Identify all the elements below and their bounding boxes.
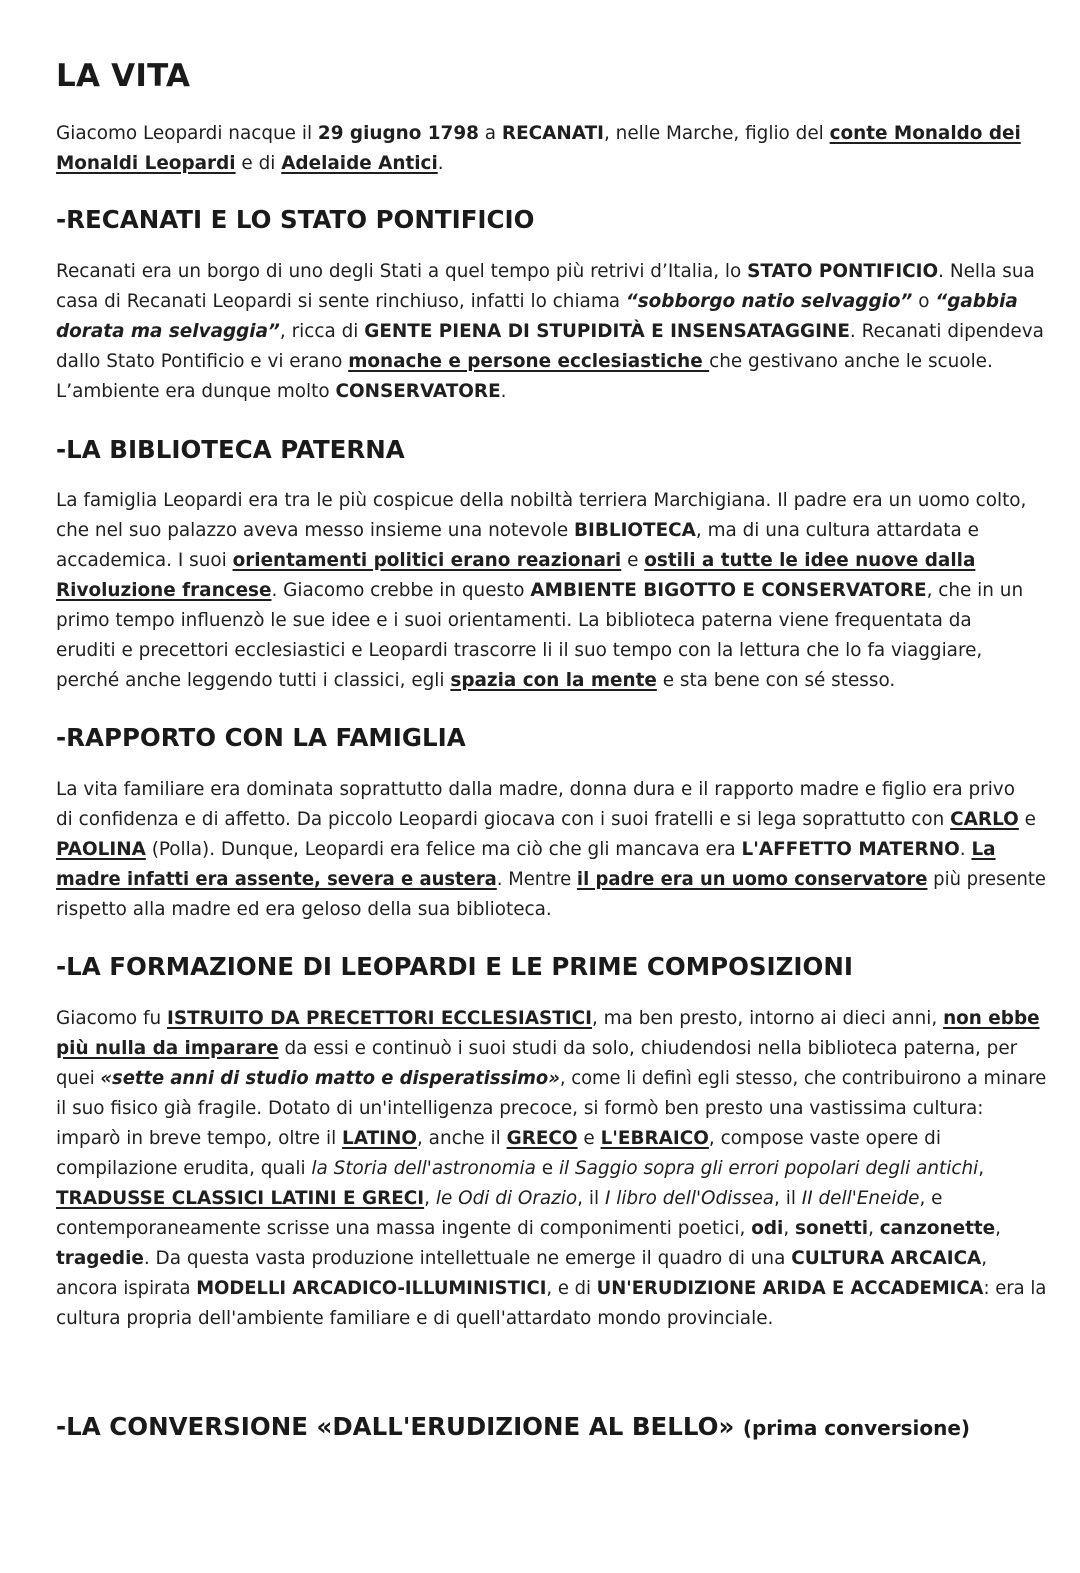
- text-line: cultura propria dell'ambiente familiare e di quell'attardato mondo provinciale.: [56, 1308, 774, 1329]
- text-line: contemporaneamente scrisse una massa ingente di componimenti poetici, odi, sonetti, canzonette,: [56, 1218, 1001, 1239]
- text-line: quei «sette anni di studio matto e disperatissimo», come li definì egli stesso, che contribuirono a minare: [56, 1068, 1047, 1089]
- text-line: PAOLINA (Polla). Dunque, Leopardi era felice ma ciò che gli mancava era L'AFFETTO MATERNO. La: [56, 839, 996, 860]
- text-line: dallo Stato Pontificio e vi erano monache e persone ecclesiastiche che gestivano anche le scuole.: [56, 351, 993, 372]
- text-line: accademica. I suoi orientamenti politici erano reazionari e ostili a tutte le idee nuove dalla: [56, 550, 976, 571]
- text-line: compilazione erudita, quali la Storia dell'astronomia e il Saggio sopra gli errori popolari degli antichi,: [56, 1158, 985, 1179]
- text-line: L’ambiente era dunque molto CONSERVATORE.: [56, 381, 507, 402]
- text-line: il suo fisico già fragile. Dotato di un'intelligenza precoce, si formò ben presto una vastissima cultura:: [56, 1098, 984, 1119]
- section-heading-biblioteca: -LA BIBLIOTECA PATERNA: [56, 435, 405, 464]
- text-line: La famiglia Leopardi era tra le più cospicue della nobiltà terriera Marchigiana. Il padre era un uomo colto,: [56, 490, 1027, 511]
- text-line: La vita familiare era dominata soprattutto dalla madre, donna dura e il rapporto madre e figlio era privo: [56, 779, 1015, 800]
- text-line: Giacomo fu ISTRUITO DA PRECETTORI ECCLESIASTICI, ma ben presto, intorno ai dieci anni, non ebbe: [56, 1008, 1040, 1029]
- text-line: dorata ma selvaggia”, ricca di GENTE PIENA DI STUPIDITÀ E INSENSATAGGINE. Recanati dipendeva: [56, 321, 1044, 342]
- page-title: LA VITA: [56, 58, 191, 94]
- text-line: Monaldi Leopardi e di Adelaide Antici.: [56, 153, 444, 174]
- text-line: primo tempo influenzò le sue idee e i suoi orientamenti. La biblioteca paterna viene frequentata da: [56, 610, 972, 631]
- text-line: di confidenza e di affetto. Da piccolo Leopardi giocava con i suoi fratelli e si lega soprattutto con CARLO e: [56, 809, 1036, 830]
- text-line: casa di Recanati Leopardi si sente rinchiuso, infatti lo chiama “sobborgo natio selvaggio” o “gabbia: [56, 291, 1018, 312]
- text-line: TRADUSSE CLASSICI LATINI E GRECI, le Odi di Orazio, il I libro dell'Odissea, il II dell'Eneide, e: [56, 1188, 943, 1209]
- text-line: eruditi e precettori ecclesiastici e Leopardi trascorre li il suo tempo con la lettura che lo fa viaggiare,: [56, 640, 983, 661]
- text-line: rispetto alla madre ed era geloso della sua biblioteca.: [56, 899, 552, 920]
- text-line: madre infatti era assente, severa e austera. Mentre il padre era un uomo conservatore più presente: [56, 869, 1046, 890]
- text-line: che nel suo palazzo aveva messo insieme una notevole BIBLIOTECA, ma di una cultura attardata e: [56, 520, 979, 541]
- text-line: più nulla da imparare da essi e continuò i suoi studi da solo, chiudendosi nella biblioteca paterna, per: [56, 1038, 1018, 1059]
- text-line: Rivoluzione francese. Giacomo crebbe in questo AMBIENTE BIGOTTO E CONSERVATORE, che in un: [56, 580, 1024, 601]
- text-line: tragedie. Da questa vasta produzione intellettuale ne emerge il quadro di una CULTURA ARCAICA,: [56, 1248, 988, 1269]
- text-line: ancora ispirata MODELLI ARCADICO-ILLUMINISTICI, e di UN'ERUDIZIONE ARIDA E ACCADEMICA: era la: [56, 1278, 1047, 1299]
- text-line: Recanati era un borgo di uno degli Stati a quel tempo più retrivi d’Italia, lo STATO PONTIFICIO. Nella sua: [56, 261, 1035, 282]
- text-line: perché anche leggendo tutti i classici, egli spazia con la mente e sta bene con sé stesso.: [56, 670, 896, 691]
- section-heading-conversione: -LA CONVERSIONE «DALL'ERUDIZIONE AL BELLO» (prima conversione): [56, 1412, 971, 1441]
- section-heading-formazione: -LA FORMAZIONE DI LEOPARDI E LE PRIME COMPOSIZIONI: [56, 952, 853, 981]
- section-heading-famiglia: -RAPPORTO CON LA FAMIGLIA: [56, 723, 466, 752]
- text-line: imparò in breve tempo, oltre il LATINO, anche il GRECO e L'EBRAICO, compose vaste opere di: [56, 1128, 941, 1149]
- section-heading-recanati: -RECANATI E LO STATO PONTIFICIO: [56, 205, 535, 234]
- text-line: Giacomo Leopardi nacque il 29 giugno 1798 a RECANATI, nelle Marche, figlio del conte Monaldo dei: [56, 123, 1021, 144]
